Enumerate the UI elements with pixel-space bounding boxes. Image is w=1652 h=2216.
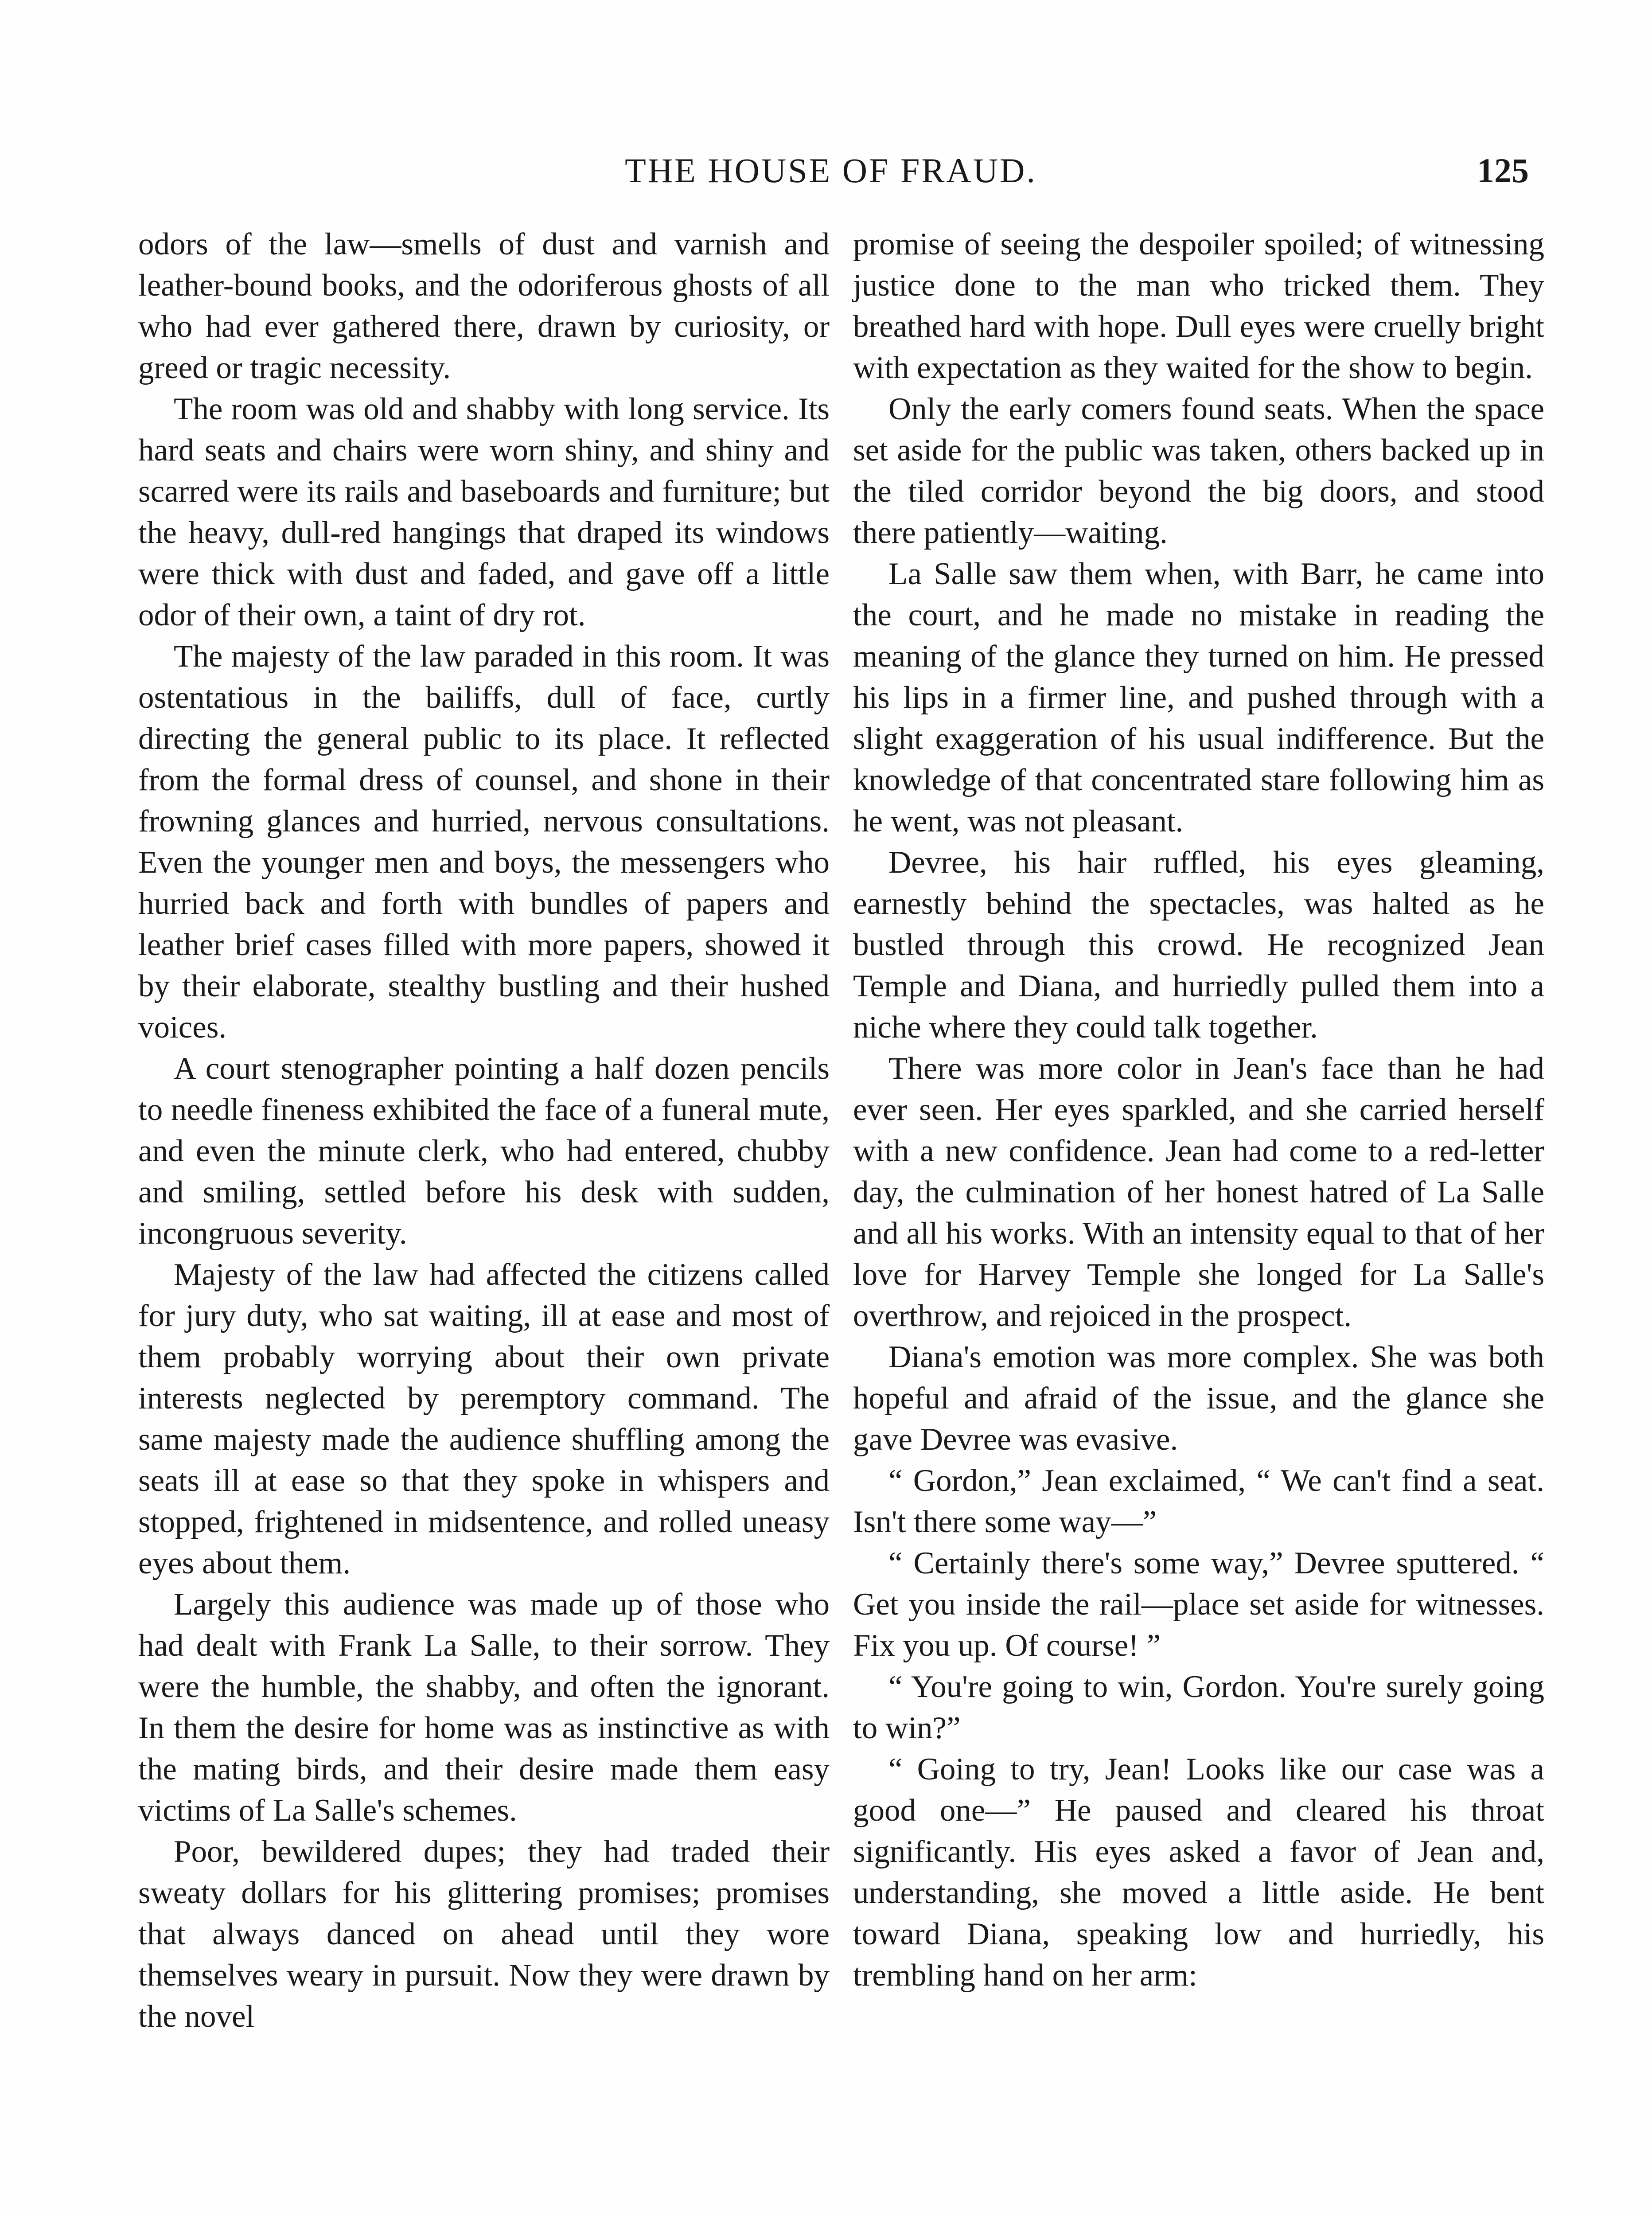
paragraph: “ Going to try, Jean! Looks like our case was a good one—” He paused and cleared his throat significantly. His eyes asked a favor of Jean and, understanding, she moved a little aside. He bent toward Diana, speaking low and hurriedly, his trembling hand on her arm: [853,1752,1544,1993]
paragraph: “ You're going to win, Gordon. You're surely going to win?” [853,1670,1544,1745]
paragraph: Only the early comers found seats. When the space set aside for the public was taken, others backed up in the tiled corridor beyond the big doors, and stood there patiently—waiting. [853,392,1544,550]
paragraph: Poor, bewildered dupes; they had traded their sweaty dollars for his glittering promises; promises that always danced on ahead until they wore themselves weary in pursuit. Now they were drawn by the novel [138,1834,830,2034]
paragraph: Majesty of the law had affected the citizens called for jury duty, who sat waiting, ill at ease and most of them probably worrying about their own private interests neglected by peremptory command. The same majesty made the audience shuffling among the seats ill at ease so that they spoke in whispers and stopped, frightened in midsentence, and rolled uneasy eyes about them. [138,1257,830,1580]
running-title: THE HOUSE OF FRAUD. [625,151,1037,190]
paragraph: Devree, his hair ruffled, his eyes gleaming, earnestly behind the spectacles, was halted as he bustled through this crowd. He recognized Jean Temple and Diana, and hurriedly pulled them into a niche where they could talk together. [853,845,1544,1045]
paragraph: promise of seeing the despoiler spoiled; of witnessing justice done to the man who tricked them. They breathed hard with hope. Dull eyes were cruelly bright with expectation as they waited for the show to begin. [853,227,1544,385]
paragraph: The room was old and shabby with long service. Its hard seats and chairs were worn shiny, and shiny and scarred were its rails and baseboards and furniture; but the heavy, dull-red hangings that draped its windows were thick with dust and faded, and gave off a little odor of their own, a taint of dry rot. [138,392,830,632]
left-column [138,224,830,2037]
paragraph: “ Gordon,” Jean exclaimed, “ We can't find a seat. Isn't there some way—” [853,1463,1544,1539]
running-header [133,146,1529,195]
paragraph: La Salle saw them when, with Barr, he came into the court, and he made no mistake in reading the meaning of the glance they turned on him. He pressed his lips in a firmer line, and pushed through with a slight exaggeration of his usual indifference. But the knowledge of that concentrated stare following him as he went, was not pleasant. [853,557,1544,839]
paragraph: A court stenographer pointing a half dozen pencils to needle fineness exhibited the face of a funeral mute, and even the minute clerk, who had entered, chubby and smiling, settled before his desk with sudden, incongruous severity. [138,1051,830,1251]
paragraph: Largely this audience was made up of those who had dealt with Frank La Salle, to their sorrow. They were the humble, the shabby, and often the ignorant. In them the desire for home was as instinctive as with the mating birds, and their desire made them easy victims of La Salle's schemes. [138,1587,830,1828]
paragraph: There was more color in Jean's face than he had ever seen. Her eyes sparkled, and she carried herself with a new confidence. Jean had come to a red-letter day, the culmination of her honest hatred of La Salle and all his works. With an intensity equal to that of her love for Harvey Temple she longed for La Salle's overthrow, and rejoiced in the prospect. [853,1051,1544,1333]
paragraph: Diana's emotion was more complex. She was both hopeful and afraid of the issue, and the glance she gave Devree was evasive. [853,1340,1544,1457]
right-column [853,224,1544,1996]
paragraph: The majesty of the law paraded in this room. It was ostentatious in the bailiffs, dull of face, curtly directing the general public to its place. It reflected from the formal dress of counsel, and shone in their frowning glances and hurried, nervous consultations. Even the younger men and boys, the messengers who hurried back and forth with bundles of papers and leather brief cases filled with more papers, showed it by their elaborate, stealthy bustling and their hushed voices. [138,639,830,1045]
page-number: 125 [1477,151,1529,190]
paragraph: odors of the law—smells of dust and varnish and leather-bound books, and the odoriferous ghosts of all who had ever gathered there, drawn by curiosity, or greed or tragic necessity. [138,227,830,385]
paragraph: “ Certainly there's some way,” Devree sputtered. “ Get you inside the rail—place set aside for witnesses. Fix you up. Of course! ” [853,1546,1544,1663]
